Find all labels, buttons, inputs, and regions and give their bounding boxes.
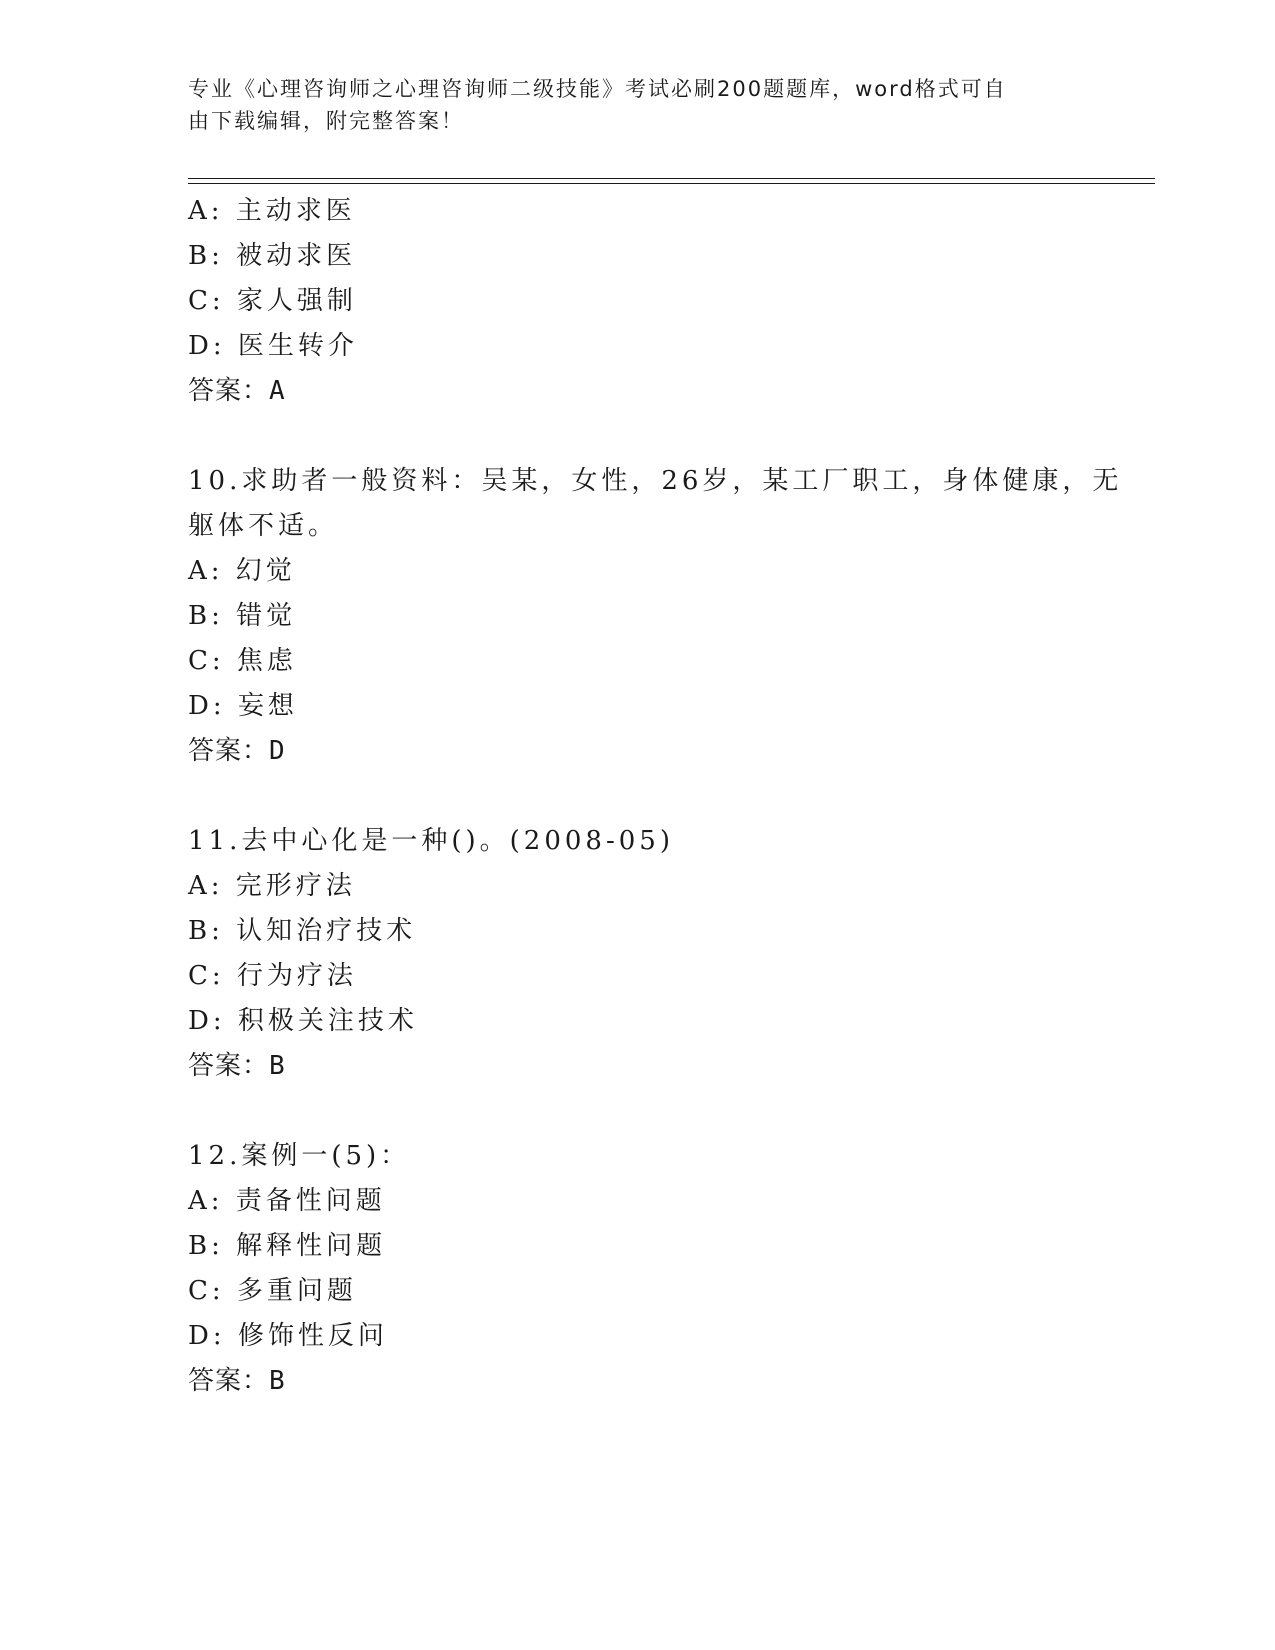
q11-option-a: A: 完形疗法 <box>188 871 356 901</box>
q10-option-c: C: 焦虑 <box>188 646 297 676</box>
answer-label: 答案： <box>188 1366 270 1396</box>
q11-option-d: D: 积极关注技术 <box>188 1006 418 1036</box>
q12-stem: 12.案例一(5)： <box>188 1141 411 1171</box>
q10-answer <box>188 730 285 767</box>
answer-value: A <box>269 376 285 406</box>
q12-option-d: D: 修饰性反问 <box>188 1321 388 1351</box>
header-line-1: 专业《心理咨询师之心理咨询师二级技能》考试必刷200题题库，word格式可自 <box>188 77 1007 101</box>
answer-value: D <box>269 736 285 766</box>
answer-label: 答案： <box>188 1051 270 1081</box>
header-line-2: 由下载编辑，附完整答案！ <box>188 109 464 133</box>
answer-label: 答案： <box>188 376 270 406</box>
q10-stem-line-1: 10.求助者一般资料：吴某，女性，26岁，某工厂职工，身体健康，无 <box>188 466 1123 496</box>
q12-option-b: B: 解释性问题 <box>188 1231 387 1261</box>
q10-stem-line-2: 躯体不适。 <box>188 511 339 541</box>
q12-answer <box>188 1360 285 1397</box>
document-header <box>188 73 1068 137</box>
q11-stem: 11.去中心化是一种()。(2008-05) <box>188 826 674 856</box>
q10-option-a: A: 幻觉 <box>188 556 296 586</box>
header-divider-top <box>188 178 1155 179</box>
q10-option-d: D: 妄想 <box>188 691 298 721</box>
q10-option-b: B: 错觉 <box>188 601 297 631</box>
header-divider-bottom <box>188 183 1155 184</box>
answer-label: 答案： <box>188 736 270 766</box>
q11-answer <box>188 1045 285 1082</box>
q11-option-b: B: 认知治疗技术 <box>188 916 417 946</box>
prev-answer <box>188 370 285 407</box>
prev-option-b: B: 被动求医 <box>188 241 357 271</box>
prev-option-d: D: 医生转介 <box>188 331 358 361</box>
q12-option-a: A: 责备性问题 <box>188 1186 386 1216</box>
answer-value: B <box>269 1366 285 1396</box>
q11-option-c: C: 行为疗法 <box>188 961 357 991</box>
prev-option-a: A: 主动求医 <box>188 196 356 226</box>
prev-option-c: C: 家人强制 <box>188 286 357 316</box>
q12-option-c: C: 多重问题 <box>188 1276 357 1306</box>
answer-value: B <box>269 1051 285 1081</box>
